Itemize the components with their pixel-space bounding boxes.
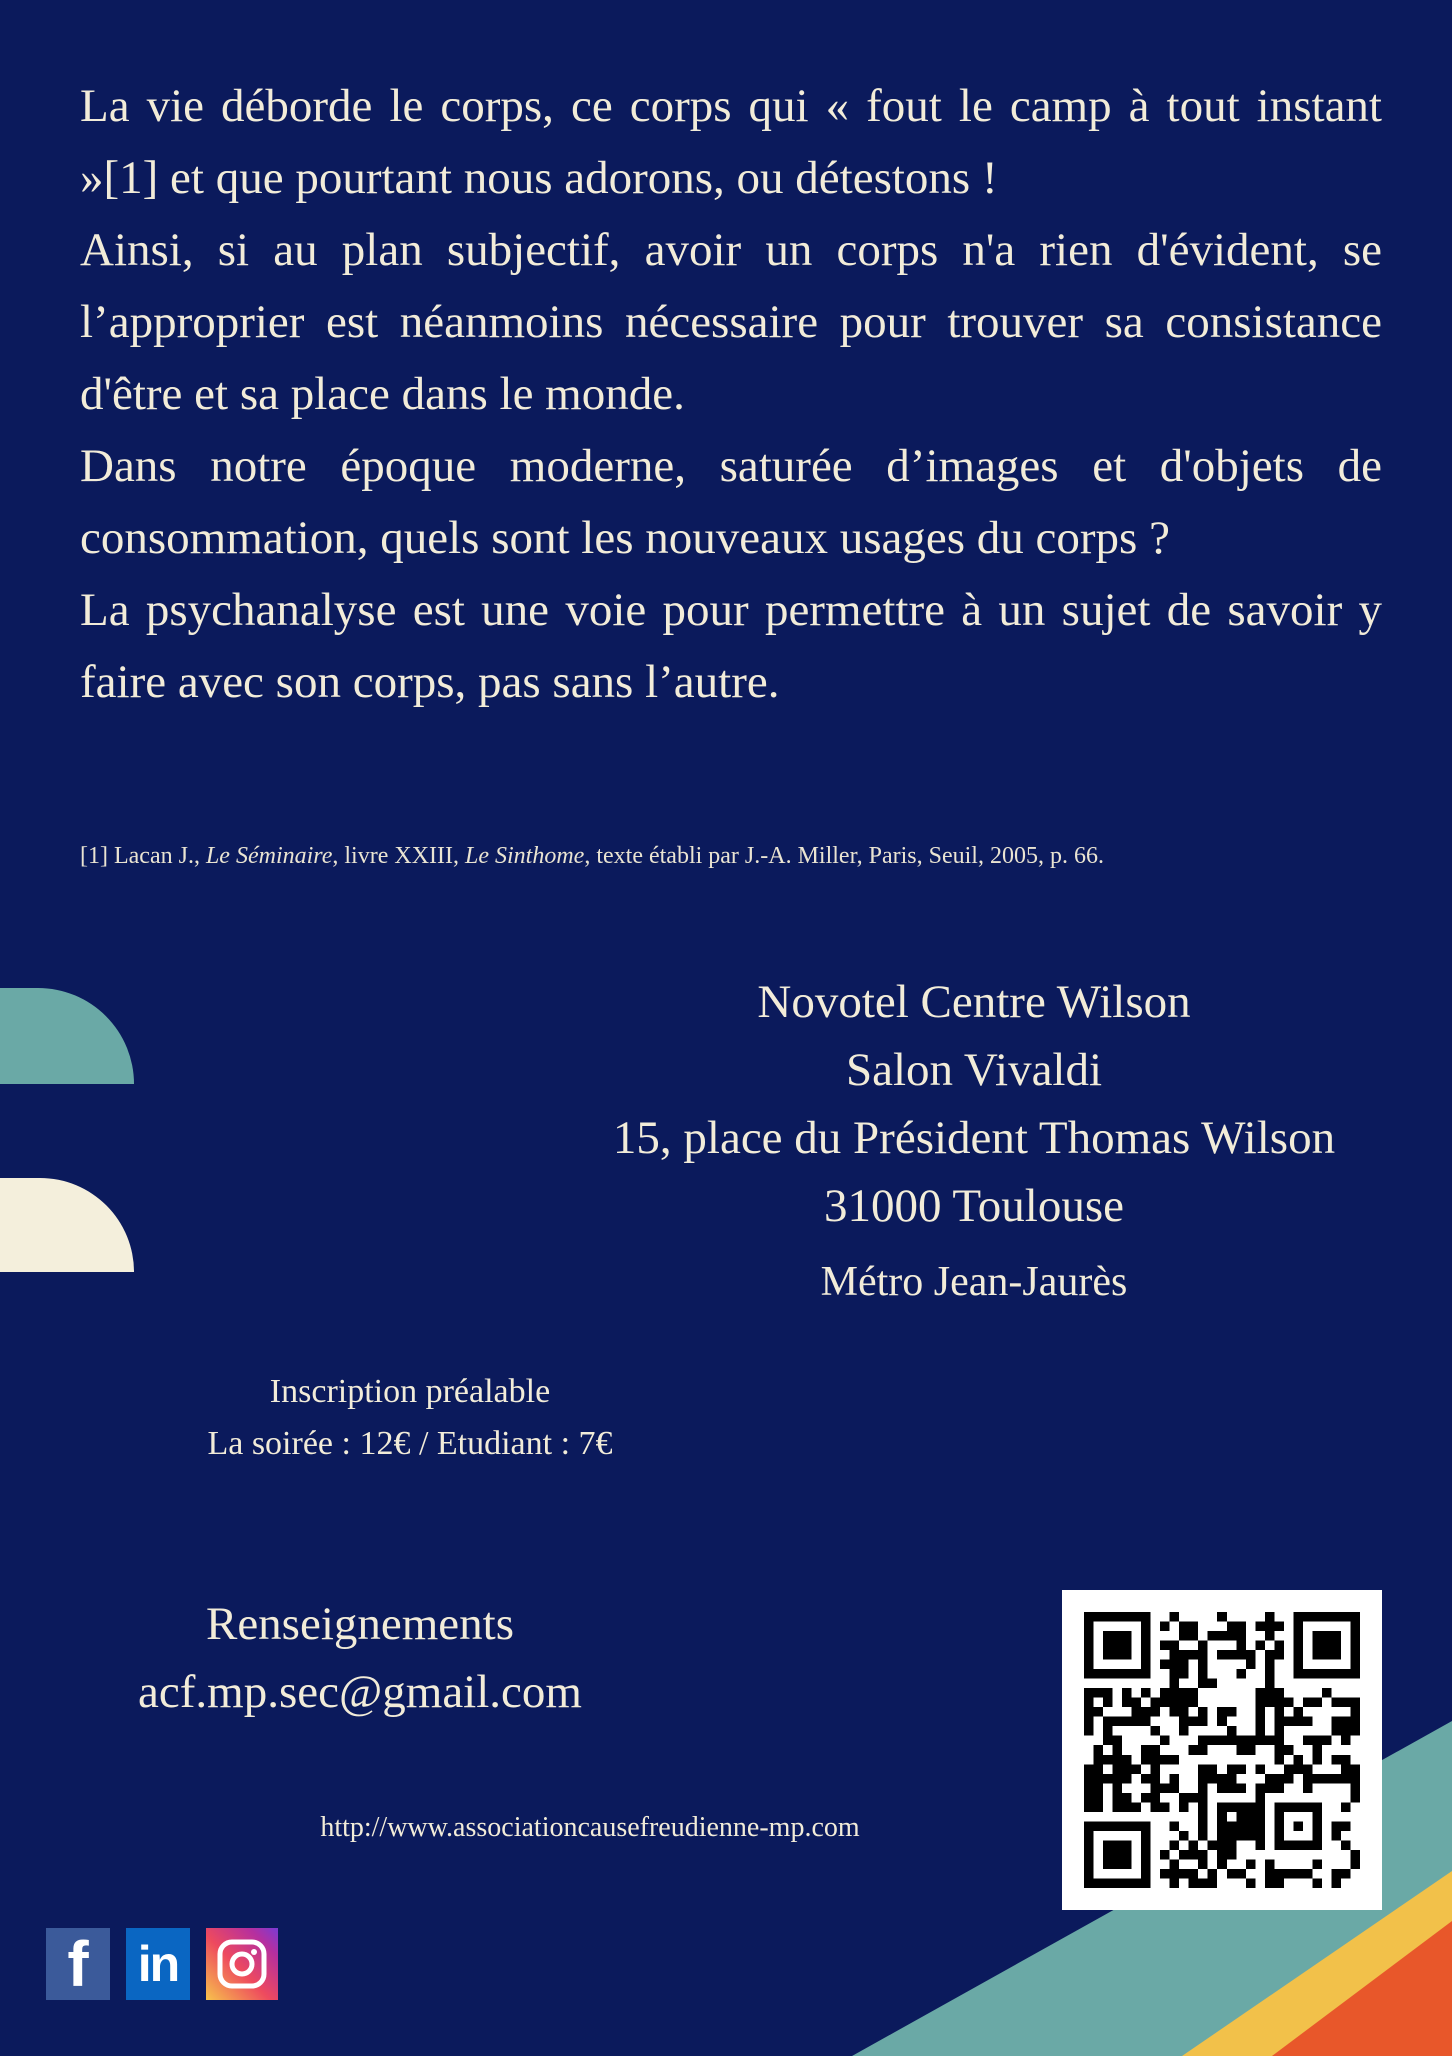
- venue-name: Novotel Centre Wilson: [757, 976, 1191, 1028]
- footnote-title-seminaire: Le Séminaire: [205, 843, 333, 869]
- intro-paragraph: Dans notre époque moderne, saturée d’images et d'objets de consommation, quels sont les nouveaux usages du corps ?: [80, 440, 1382, 564]
- website-link[interactable]: http://www.associationcausefreudienne-mp.com: [320, 1812, 860, 1843]
- venue-city: 31000 Toulouse: [823, 1180, 1125, 1232]
- registration-title: Inscription préalable: [269, 1373, 551, 1410]
- intro-paragraph: La vie déborde le corps, ce corps qui « fout le camp à tout instant »[1] et que pourtant nous adorons, ou détestons !: [80, 80, 1382, 204]
- contact-title: Renseignements: [205, 1598, 515, 1650]
- contact-email[interactable]: acf.mp.sec@gmail.com: [138, 1666, 582, 1718]
- footnote-middle: , livre XXIII,: [332, 843, 465, 869]
- social-links: [46, 1928, 278, 2000]
- linkedin-icon[interactable]: in: [126, 1928, 190, 2000]
- footnote-title-sinthome: Le Sinthome: [465, 843, 585, 869]
- intro-paragraph: La psychanalyse est une voie pour permettre à un sujet de savoir y faire avec son corps, pas sans l’autre.: [80, 584, 1382, 708]
- intro-text: [80, 70, 1382, 718]
- instagram-icon[interactable]: [206, 1928, 278, 2000]
- registration-price: La soirée : 12€ / Etudiant : 7€: [207, 1425, 613, 1462]
- venue-street: 15, place du Président Thomas Wilson: [612, 1112, 1336, 1164]
- footnote-suffix: , texte établi par J.-A. Miller, Paris, Seuil, 2005, p. 66.: [584, 843, 1104, 869]
- contact-info: [60, 1590, 660, 1726]
- qr-code-icon: [1084, 1612, 1360, 1888]
- footnote: [80, 836, 1382, 876]
- decorative-cream-semicircle: [0, 1178, 134, 1272]
- facebook-icon[interactable]: f: [46, 1928, 110, 2000]
- instagram-glyph: [215, 1937, 269, 1991]
- intro-paragraph: Ainsi, si au plan subjectif, avoir un corps n'a rien d'évident, se l’approprier est néanmoins nécessaire pour trouver sa consistance d'être et sa place dans le monde.: [80, 224, 1382, 420]
- decorative-teal-semicircle: [0, 988, 134, 1084]
- registration-info: [110, 1366, 710, 1470]
- venue-address: [500, 968, 1448, 1316]
- footnote-prefix: [1] Lacan J.,: [80, 843, 206, 869]
- venue-metro: Métro Jean-Jaurès: [820, 1259, 1128, 1305]
- venue-room: Salon Vivaldi: [845, 1044, 1103, 1096]
- qr-code[interactable]: [1062, 1590, 1382, 1910]
